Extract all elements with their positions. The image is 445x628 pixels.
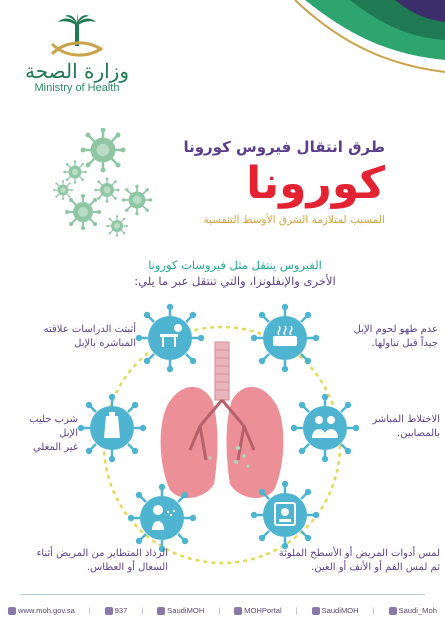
route-line: شرب حليب الإبل bbox=[29, 414, 78, 439]
cooking-meat-icon bbox=[251, 304, 319, 372]
footer-separator: | bbox=[88, 606, 91, 615]
footer-separator: | bbox=[141, 606, 144, 615]
route-line: لمس أدوات المريض أو الأسطح الملوثة bbox=[278, 548, 440, 559]
youtube-text: MOHPortal bbox=[244, 606, 282, 615]
route-label-touch bbox=[245, 547, 440, 575]
phone-text: 937 bbox=[114, 606, 128, 615]
footer-youtube[interactable] bbox=[234, 606, 282, 615]
route-label-sneeze bbox=[8, 547, 168, 575]
route-label-camel-study bbox=[16, 323, 136, 351]
route-line: المباشره بالإبل bbox=[74, 338, 136, 349]
route-label-people-contact bbox=[360, 413, 440, 441]
phone-icon bbox=[105, 607, 113, 615]
palm-swords-emblem-icon bbox=[46, 14, 108, 60]
corona-heading: كورونا bbox=[246, 158, 385, 209]
route-line: غير المغلي bbox=[32, 442, 78, 453]
logo-arabic: وزارة الصحة bbox=[25, 59, 129, 83]
footer bbox=[0, 594, 445, 628]
route-line: الاختلاط المباشر bbox=[372, 414, 440, 425]
virus-cluster-icon bbox=[45, 128, 160, 238]
website-text: www.moh.gov.sa bbox=[18, 606, 75, 615]
route-line: السعال أو العطاس. bbox=[86, 562, 168, 573]
globe-icon bbox=[8, 607, 16, 615]
corner-decoration bbox=[275, 0, 445, 90]
lungs-illustration bbox=[161, 342, 284, 498]
footer-twitter[interactable] bbox=[157, 606, 204, 615]
route-line: الرذاذ المتطاير من المريض أثناء bbox=[36, 548, 168, 559]
footer-separator: | bbox=[372, 606, 375, 615]
twitter-text: SaudiMOH bbox=[167, 606, 205, 615]
camel-study-icon bbox=[136, 304, 204, 372]
youtube-icon bbox=[234, 607, 242, 615]
route-line: جيداً قبل تناولها. bbox=[371, 338, 438, 349]
route-label-cooking-meat bbox=[318, 323, 438, 351]
instagram-text: SaudiMOH bbox=[321, 606, 359, 615]
intro-line-1: الفيروس ينتقل مثل فيروسات كورونا bbox=[148, 258, 322, 272]
route-line: أثبتت الدراسات علاقته bbox=[43, 324, 136, 335]
footer-separator: | bbox=[295, 606, 298, 615]
page-title: طرق انتقال فيروس كورونا bbox=[183, 138, 385, 156]
ministry-logo bbox=[22, 14, 132, 95]
footer-phone[interactable] bbox=[105, 606, 128, 615]
twitter-icon bbox=[157, 607, 165, 615]
route-line: بالمصابين. bbox=[397, 428, 440, 439]
logo-english: Ministry of Health bbox=[34, 82, 120, 94]
instagram-icon bbox=[312, 607, 320, 615]
milk-icon bbox=[78, 394, 146, 462]
intro-text bbox=[85, 257, 385, 289]
footer-divider bbox=[20, 594, 425, 595]
intro-line-2: الأخرى والإنفلونزا، والتي تنتقل عبر ما يلي: bbox=[134, 274, 336, 288]
route-line: عدم طهو لحوم الإبل bbox=[353, 324, 438, 335]
snapchat-icon bbox=[389, 607, 397, 615]
footer-snapchat[interactable] bbox=[389, 606, 437, 615]
footer-instagram[interactable] bbox=[312, 606, 359, 615]
people-contact-icon bbox=[291, 394, 359, 462]
page-subtitle: المسبب لمتلازمة الشرق الأوسط التنفسية bbox=[203, 214, 385, 226]
route-line: ثم لمس الفم أو الأنف أو العين. bbox=[311, 562, 440, 573]
footer-separator: | bbox=[218, 606, 221, 615]
footer-website[interactable] bbox=[8, 606, 75, 615]
sneeze-icon bbox=[128, 484, 196, 552]
snapchat-text: Saudi_Moh bbox=[398, 606, 437, 615]
touch-surface-icon bbox=[251, 481, 319, 549]
route-label-milk bbox=[8, 413, 78, 455]
